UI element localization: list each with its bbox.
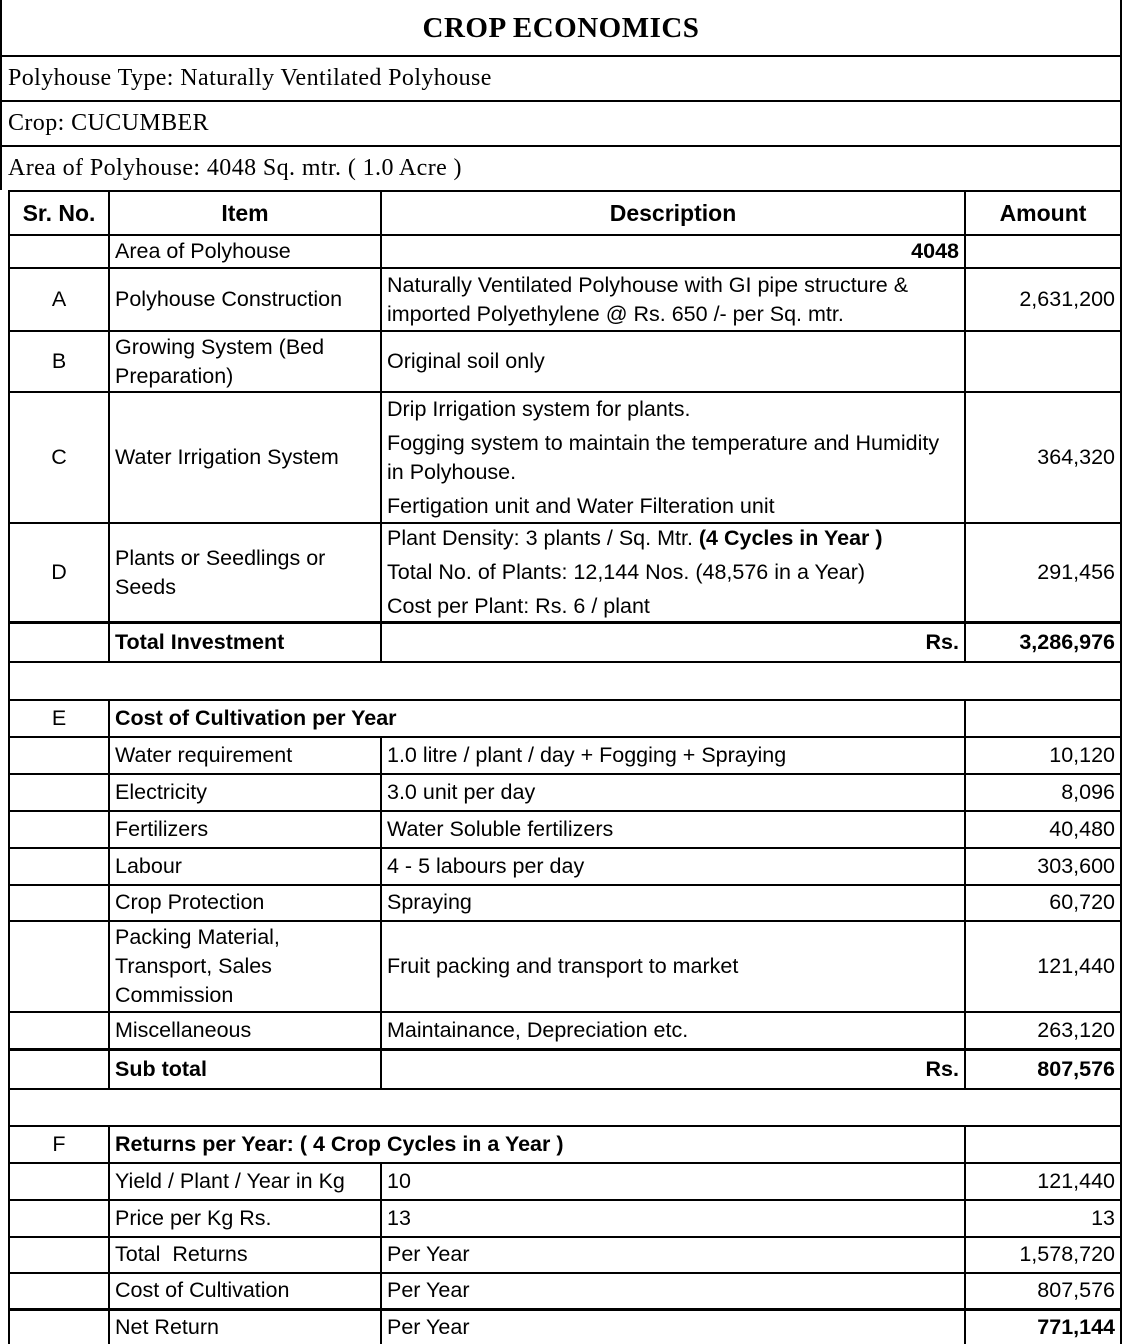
description-cell: 10: [381, 1163, 965, 1200]
polyhouse-type-line: Polyhouse Type: Naturally Ventilated Polyhouse: [0, 55, 1122, 100]
table-row: [9, 523, 1121, 623]
amount-cell: 121,440: [965, 1163, 1121, 1200]
sr-cell: C: [9, 392, 109, 523]
amount-cell: 364,320: [965, 392, 1121, 523]
amount-cell: [965, 331, 1121, 392]
amount-cell: 40,480: [965, 811, 1121, 848]
table-row: [9, 774, 1121, 811]
description-cell: Drip Irrigation system for plants. Fogging system to maintain the temperature and Humidity in Polyhouse. Fertigation unit and Water Filteration unit: [381, 392, 965, 523]
item-cell: Growing System (Bed Preparation): [109, 331, 381, 392]
table-row: [9, 235, 1121, 268]
item-cell: Plants or Seedlings or Seeds: [109, 523, 381, 623]
col-header-amount: Amount: [965, 191, 1121, 235]
description-cell: Per Year: [381, 1273, 965, 1310]
amount-cell: 2,631,200: [965, 268, 1121, 331]
description-cell: Fruit packing and transport to market: [381, 921, 965, 1012]
item-cell: Sub total: [109, 1050, 381, 1089]
amount-cell: 807,576: [965, 1273, 1121, 1310]
currency-cell: Rs.: [381, 1050, 965, 1089]
item-cell: Cost of Cultivation: [109, 1273, 381, 1310]
description-cell: 4048: [381, 235, 965, 268]
description-cell: Original soil only: [381, 331, 965, 392]
description-cell: Spraying: [381, 885, 965, 921]
item-cell: Net Return: [109, 1310, 381, 1344]
sr-cell: E: [9, 700, 109, 737]
description-cell: 1.0 litre / plant / day + Fogging + Spraying: [381, 737, 965, 774]
amount-cell: 8,096: [965, 774, 1121, 811]
table-row: [9, 1200, 1121, 1237]
description-cell: Water Soluble fertilizers: [381, 811, 965, 848]
spacer-row: [9, 1089, 1121, 1126]
currency-cell: Rs.: [381, 623, 965, 662]
item-cell: Price per Kg Rs.: [109, 1200, 381, 1237]
sr-cell: D: [9, 523, 109, 623]
total-investment-row: [9, 623, 1121, 662]
sr-cell: B: [9, 331, 109, 392]
item-cell: Crop Protection: [109, 885, 381, 921]
description-cell: 4 - 5 labours per day: [381, 848, 965, 885]
description-cell: Naturally Ventilated Polyhouse with GI pipe structure & imported Polyethylene @ Rs. 650 /- per Sq. mtr.: [381, 268, 965, 331]
description-cell: Plant Density: 3 plants / Sq. Mtr. (4 Cycles in Year ) Total No. of Plants: 12,144 Nos. (48,576 in a Year) Cost per Plant: Rs. 6 / plant: [381, 523, 965, 623]
item-cell: Labour: [109, 848, 381, 885]
item-cell: Fertilizers: [109, 811, 381, 848]
description-cell: Per Year: [381, 1237, 965, 1273]
section-heading-row: [9, 1126, 1121, 1163]
net-return-row: [9, 1310, 1121, 1344]
amount-cell: 291,456: [965, 523, 1121, 623]
section-heading: Cost of Cultivation per Year: [109, 700, 965, 737]
area-line: Area of Polyhouse: 4048 Sq. mtr. ( 1.0 Acre ): [0, 145, 1122, 190]
item-cell: Polyhouse Construction: [109, 268, 381, 331]
amount-cell: 263,120: [965, 1012, 1121, 1050]
item-cell: Water Irrigation System: [109, 392, 381, 523]
table-row: [9, 885, 1121, 921]
item-cell: Miscellaneous: [109, 1012, 381, 1050]
amount-cell: 3,286,976: [965, 623, 1121, 662]
col-header-description: Description: [381, 191, 965, 235]
amount-cell: 60,720: [965, 885, 1121, 921]
table-row: [9, 1163, 1121, 1200]
item-cell: Area of Polyhouse: [109, 235, 381, 268]
amount-cell: 10,120: [965, 737, 1121, 774]
amount-cell: 13: [965, 1200, 1121, 1237]
table-row: [9, 1012, 1121, 1050]
table-row: [9, 1237, 1121, 1273]
table-row: [9, 1273, 1121, 1310]
description-cell: 13: [381, 1200, 965, 1237]
amount-cell: 1,578,720: [965, 1237, 1121, 1273]
subtotal-row: [9, 1050, 1121, 1089]
amount-cell: [965, 235, 1121, 268]
item-cell: Yield / Plant / Year in Kg: [109, 1163, 381, 1200]
amount-cell: 771,144: [965, 1310, 1121, 1344]
item-cell: Total Returns: [109, 1237, 381, 1273]
item-cell: Total Investment: [109, 623, 381, 662]
table-row: [9, 268, 1121, 331]
description-cell: Per Year: [381, 1310, 965, 1344]
description-cell: 3.0 unit per day: [381, 774, 965, 811]
sr-cell: F: [9, 1126, 109, 1163]
table-row: [9, 921, 1121, 1012]
table-row: [9, 331, 1121, 392]
spacer-row: [9, 662, 1121, 700]
item-cell: Water requirement: [109, 737, 381, 774]
section-heading-row: [9, 700, 1121, 737]
amount-cell: 807,576: [965, 1050, 1121, 1089]
crop-line: Crop: CUCUMBER: [0, 100, 1122, 145]
description-cell: Maintainance, Depreciation etc.: [381, 1012, 965, 1050]
table-row: [9, 392, 1121, 523]
table-header-row: [9, 191, 1121, 235]
table-row: [9, 737, 1121, 774]
table-row: [9, 848, 1121, 885]
item-cell: Packing Material, Transport, Sales Commission: [109, 921, 381, 1012]
economics-table: [8, 190, 1122, 1344]
col-header-item: Item: [109, 191, 381, 235]
sr-cell: A: [9, 268, 109, 331]
item-cell: Electricity: [109, 774, 381, 811]
amount-cell: 303,600: [965, 848, 1121, 885]
page-title: CROP ECONOMICS: [0, 0, 1122, 55]
amount-cell: 121,440: [965, 921, 1121, 1012]
col-header-sr: Sr. No.: [9, 191, 109, 235]
section-heading: Returns per Year: ( 4 Crop Cycles in a Year ): [109, 1126, 965, 1163]
table-row: [9, 811, 1121, 848]
